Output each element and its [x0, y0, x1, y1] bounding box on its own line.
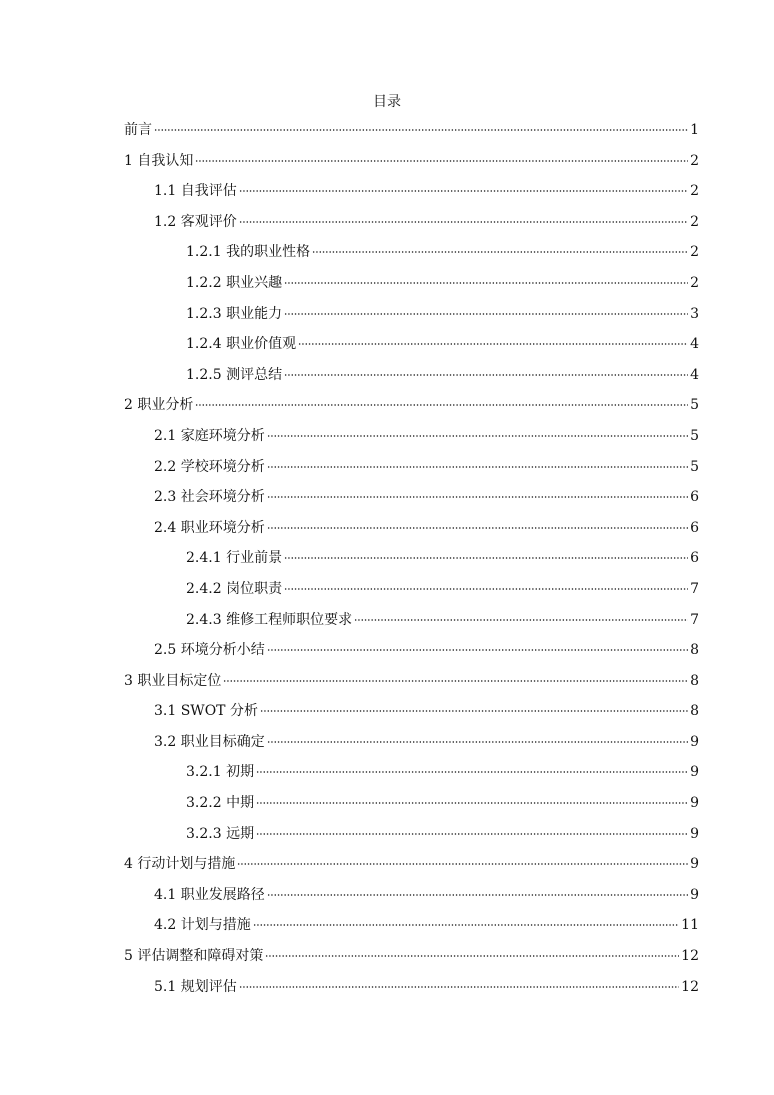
- toc-entry[interactable]: [124, 580, 699, 611]
- dot-leader: [265, 955, 679, 957]
- toc-entry-label: 3 职业目标定位: [124, 672, 222, 689]
- toc-entry-page-number: 1: [690, 122, 699, 138]
- toc-entry-label: 1.1 自我评估: [154, 183, 237, 200]
- toc-entry-label: 2.4.1 行业前景: [186, 550, 283, 567]
- toc-entry-label: 1.2.1 我的职业性格: [186, 244, 311, 261]
- toc-entry[interactable]: [124, 825, 699, 856]
- toc-entry-page-number: 11: [681, 917, 699, 934]
- toc-entry-page-number: 2: [690, 274, 699, 291]
- toc-entry-label: 2.4.3 维修工程师职位要求: [186, 611, 353, 628]
- dot-leader: [267, 496, 688, 498]
- toc-entry-page-number: 8: [690, 703, 699, 720]
- dot-leader: [267, 527, 688, 529]
- toc-entry[interactable]: [124, 947, 699, 978]
- toc-entry-page-number: 9: [690, 825, 699, 842]
- toc-entry[interactable]: [124, 763, 699, 794]
- toc-entry-label: 2 职业分析: [124, 397, 194, 414]
- toc-entry[interactable]: [124, 121, 699, 152]
- toc-entry[interactable]: [124, 152, 699, 183]
- toc-entry-page-number: 6: [690, 489, 699, 506]
- toc-entry-page-number: 7: [690, 611, 699, 628]
- dot-leader: [267, 466, 688, 468]
- toc-title: 目录: [373, 94, 401, 110]
- toc-entry-label: 2.4 职业环境分析: [154, 519, 265, 536]
- toc-entry-page-number: 5: [690, 427, 699, 444]
- toc-entry-page-number: 9: [690, 856, 699, 873]
- dot-leader: [239, 986, 679, 988]
- dot-leader: [260, 710, 688, 712]
- dot-leader: [284, 374, 688, 376]
- toc-entry-page-number: 2: [690, 152, 699, 169]
- toc-entry-page-number: 9: [690, 764, 699, 781]
- dot-leader: [267, 741, 688, 743]
- toc-entry[interactable]: [124, 305, 699, 336]
- toc-entry-label: 2.5 环境分析小结: [154, 642, 265, 659]
- toc-entry-label: 2.1 家庭环境分析: [154, 427, 265, 444]
- toc-entry-page-number: 4: [690, 336, 699, 353]
- toc-entry-page-number: 12: [681, 948, 699, 965]
- toc-entry[interactable]: [124, 978, 699, 1009]
- toc-entry[interactable]: [124, 182, 699, 213]
- toc-entry-page-number: 8: [690, 642, 699, 659]
- toc-entry-label: 1.2 客观评价: [154, 213, 237, 230]
- toc-entry-page-number: 7: [690, 580, 699, 597]
- toc-entry-page-number: 12: [681, 978, 699, 995]
- dot-leader: [256, 771, 688, 773]
- toc-entry-page-number: 9: [690, 795, 699, 812]
- toc-entry[interactable]: [124, 488, 699, 519]
- dot-leader: [256, 802, 688, 804]
- toc-entry-label: 3.2.1 初期: [186, 764, 255, 781]
- toc-entry-page-number: 2: [690, 183, 699, 200]
- toc-entry[interactable]: [124, 335, 699, 366]
- toc-entry-page-number: 6: [690, 550, 699, 567]
- dot-leader: [195, 404, 688, 406]
- toc-entry-label: 2.2 学校环境分析: [154, 458, 265, 475]
- toc-entry[interactable]: [124, 213, 699, 244]
- toc-entry-label: 5.1 规划评估: [154, 978, 237, 995]
- dot-leader: [239, 221, 688, 223]
- toc-entry[interactable]: [124, 641, 699, 672]
- toc-entry-label: 4.1 职业发展路径: [154, 886, 265, 903]
- toc-entry-page-number: 5: [690, 458, 699, 475]
- toc-entry-label: 2.3 社会环境分析: [154, 489, 265, 506]
- dot-leader: [237, 863, 688, 865]
- toc-entry[interactable]: [124, 274, 699, 305]
- toc-entry[interactable]: [124, 916, 699, 947]
- dot-leader: [298, 343, 688, 345]
- toc-entry[interactable]: [124, 611, 699, 642]
- toc-entry-page-number: 9: [690, 886, 699, 903]
- table-of-contents: [124, 121, 699, 1008]
- toc-entry[interactable]: [124, 549, 699, 580]
- toc-entry-label: 1 自我认知: [124, 152, 194, 169]
- dot-leader: [239, 190, 688, 192]
- toc-entry-page-number: 9: [690, 733, 699, 750]
- dot-leader: [312, 251, 688, 253]
- toc-entry[interactable]: [124, 458, 699, 489]
- toc-entry-page-number: 8: [690, 672, 699, 689]
- toc-entry-label: 3.2.2 中期: [186, 795, 255, 812]
- dot-leader: [253, 924, 679, 926]
- dot-leader: [284, 557, 688, 559]
- toc-entry[interactable]: [124, 886, 699, 917]
- toc-entry-label: 1.2.3 职业能力: [186, 305, 283, 322]
- toc-entry-label: 5 评估调整和障碍对策: [124, 948, 264, 965]
- dot-leader: [256, 833, 688, 835]
- toc-entry[interactable]: [124, 702, 699, 733]
- toc-entry-page-number: 5: [690, 397, 699, 414]
- dot-leader: [223, 680, 688, 682]
- toc-entry-label: 1.2.2 职业兴趣: [186, 274, 283, 291]
- toc-entry-label: 4 行动计划与措施: [124, 856, 236, 873]
- toc-entry[interactable]: [124, 427, 699, 458]
- toc-entry[interactable]: [124, 672, 699, 703]
- toc-entry-page-number: 6: [690, 519, 699, 536]
- toc-entry[interactable]: [124, 519, 699, 550]
- toc-entry[interactable]: [124, 733, 699, 764]
- dot-leader: [284, 313, 688, 315]
- toc-entry-page-number: 2: [690, 244, 699, 261]
- toc-entry-label: 1.2.5 测评总结: [186, 366, 283, 383]
- toc-entry-label: 前言: [124, 122, 152, 138]
- dot-leader: [195, 160, 688, 162]
- dot-leader: [267, 894, 688, 896]
- toc-entry-page-number: 4: [690, 366, 699, 383]
- toc-entry-label: 4.2 计划与措施: [154, 917, 251, 934]
- toc-entry-page-number: 3: [690, 305, 699, 322]
- toc-entry[interactable]: [124, 794, 699, 825]
- toc-entry[interactable]: [124, 396, 699, 427]
- toc-entry-label: 3.2.3 远期: [186, 825, 255, 842]
- toc-entry-label: 3.2 职业目标确定: [154, 733, 265, 750]
- toc-entry[interactable]: [124, 366, 699, 397]
- dot-leader: [154, 129, 688, 131]
- dot-leader: [354, 619, 688, 621]
- toc-entry[interactable]: [124, 243, 699, 274]
- dot-leader: [284, 282, 688, 284]
- dot-leader: [267, 649, 688, 651]
- toc-entry-page-number: 2: [690, 213, 699, 230]
- toc-entry-label: 1.2.4 职业价值观: [186, 336, 297, 353]
- dot-leader: [284, 588, 688, 590]
- toc-entry-label: 3.1 SWOT 分析: [154, 703, 258, 720]
- dot-leader: [267, 435, 688, 437]
- toc-entry-label: 2.4.2 岗位职责: [186, 580, 283, 597]
- toc-entry[interactable]: [124, 855, 699, 886]
